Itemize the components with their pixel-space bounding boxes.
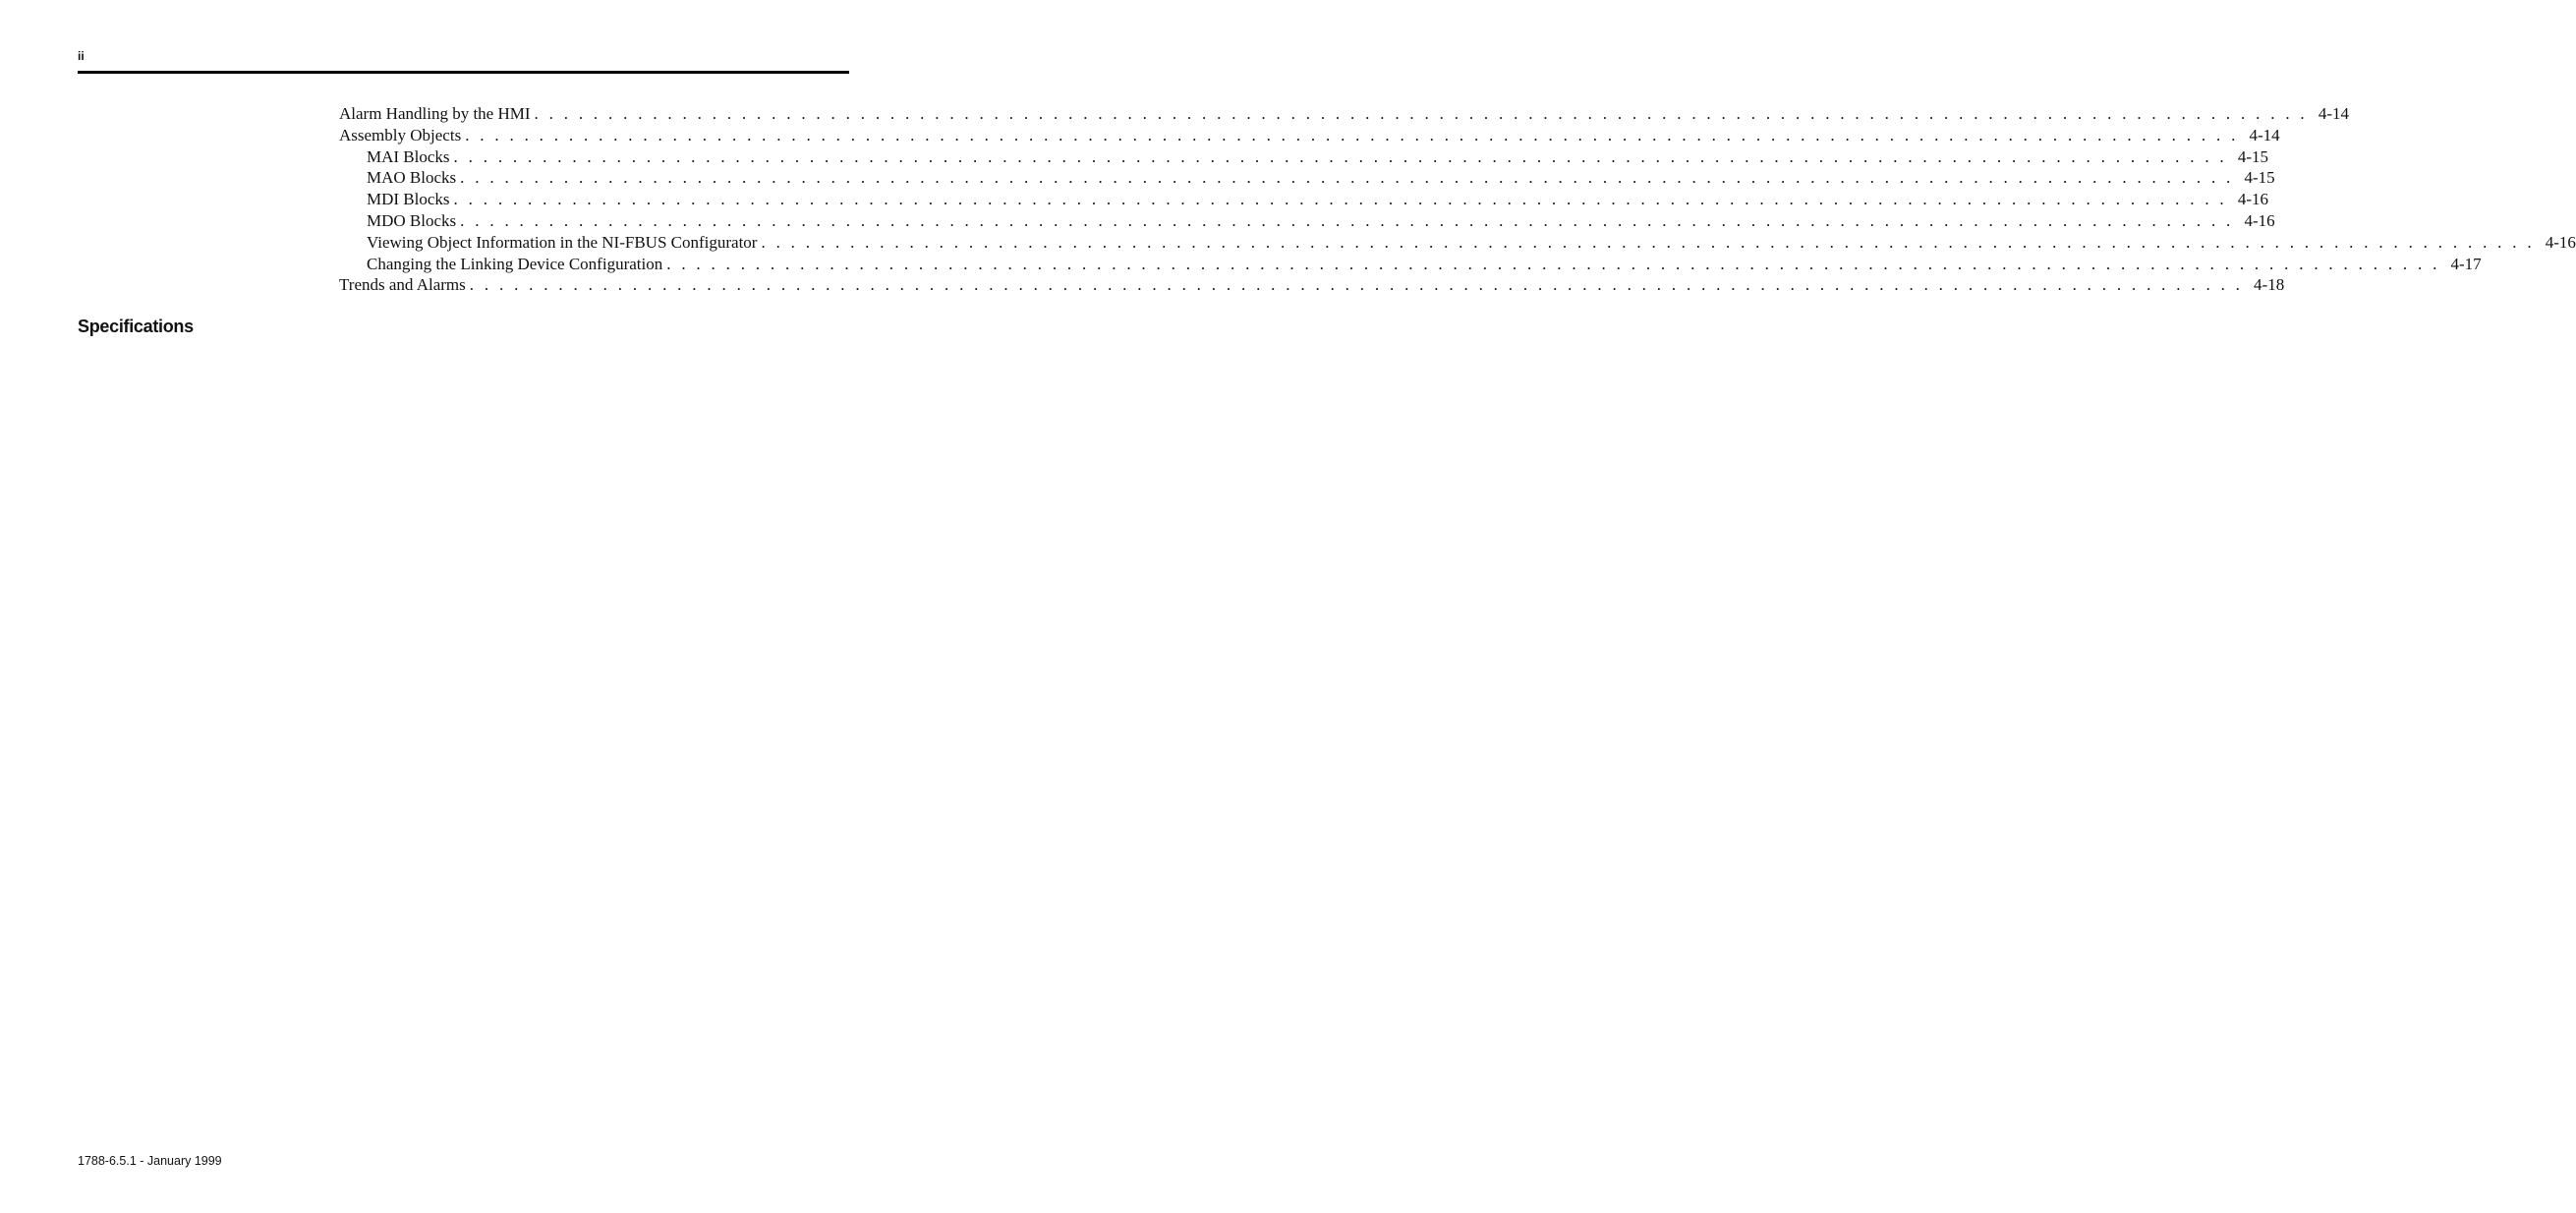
toc-dot-leader: . . . . . . . . . . . . . . . . . . . . . . . . . . . . . . . . . . . . . . . . . . . . . . . . . . . . . . . . . . . . . . . . . . . . . . . . . . . . . . . . . . . . . . . . . . . . . . . . . . . . . . . . . . . . . . . . . . . . . . . . (460, 168, 2234, 188)
toc-entry-page: 4-17 (2450, 254, 2482, 273)
header-rule (78, 71, 849, 74)
toc-entry[interactable] (339, 189, 2268, 210)
toc-entry[interactable] (339, 125, 2280, 146)
toc-entry-page: 4-15 (2244, 168, 2275, 188)
toc-dot-leader: . . . . . . . . . . . . . . . . . . . . . . . . . . . . . . . . . . . . . . . . . . . . . . . . . . . . . . . . . . . . . . . . . . . . . . . . . . . . . . . . . . . . . . . . . . . . . . . . . . . . . . . . . . . . . . . . . . . . . . . . (465, 125, 2239, 144)
toc-entry-title: Trends and Alarms (339, 274, 470, 296)
toc-entry-page: 4-16 (2244, 210, 2275, 230)
toc-entry-page: 4-14 (2249, 125, 2280, 144)
toc-entry-page: 4-16 (2237, 190, 2268, 209)
footer-publication: 1788-6.5.1 - January 1999 (78, 1154, 222, 1168)
toc-entry-page: 4-18 (2254, 275, 2285, 295)
section-heading: Specifications (78, 317, 194, 336)
toc-entry-page: 4-15 (2237, 146, 2268, 166)
toc-entry-title: Changing the Linking Device Configuration (367, 254, 666, 275)
toc-entry[interactable] (339, 167, 2275, 189)
toc-entry-title: MDO Blocks (367, 210, 460, 232)
toc-entry[interactable] (339, 210, 2275, 232)
toc-entry[interactable] (339, 274, 2285, 296)
toc-entry[interactable] (339, 232, 2576, 254)
toc-dot-leader: . . . . . . . . . . . . . . . . . . . . . . . . . . . . . . . . . . . . . . . . . . . . . . . . . . . . . . . . . . . . . . . . . . . . . . . . . . . . . . . . . . . . . . . . . . . . . . . . . . . . . . . . . . . . . . . . . . . . . . . . (761, 232, 2535, 252)
toc-dot-leader: . . . . . . . . . . . . . . . . . . . . . . . . . . . . . . . . . . . . . . . . . . . . . . . . . . . . . . . . . . . . . . . . . . . . . . . . . . . . . . . . . . . . . . . . . . . . . . . . . . . . . . . . . . . . . . . . . . . . . . . . (666, 254, 2440, 273)
toc-entry-title: Viewing Object Information in the NI-FBUS Configurator (367, 232, 761, 254)
toc-dot-leader: . . . . . . . . . . . . . . . . . . . . . . . . . . . . . . . . . . . . . . . . . . . . . . . . . . . . . . . . . . . . . . . . . . . . . . . . . . . . . . . . . . . . . . . . . . . . . . . . . . . . . . . . . . . . . . . . . . . . . . . . (453, 190, 2227, 209)
toc-dot-leader: . . . . . . . . . . . . . . . . . . . . . . . . . . . . . . . . . . . . . . . . . . . . . . . . . . . . . . . . . . . . . . . . . . . . . . . . . . . . . . . . . . . . . . . . . . . . . . . . . . . . . . . . . . . . . . . . . . . . . . . . (453, 146, 2227, 166)
toc-entry[interactable] (339, 103, 2349, 125)
table-of-contents (339, 103, 2576, 296)
toc-entry-title: MAI Blocks (367, 146, 454, 168)
page-number: ii (78, 49, 85, 63)
toc-entry-page: 4-16 (2545, 232, 2576, 252)
toc-entry-page: 4-14 (2318, 104, 2349, 123)
toc-entry-title: MAO Blocks (367, 167, 460, 189)
toc-entry[interactable] (339, 254, 2482, 275)
toc-entry-title: Alarm Handling by the HMI (339, 103, 535, 125)
toc-entry-title: Assembly Objects (339, 125, 465, 146)
toc-entry-title: MDI Blocks (367, 189, 454, 210)
toc-dot-leader: . . . . . . . . . . . . . . . . . . . . . . . . . . . . . . . . . . . . . . . . . . . . . . . . . . . . . . . . . . . . . . . . . . . . . . . . . . . . . . . . . . . . . . . . . . . . . . . . . . . . . . . . . . . . . . . . . . . . . . . . (469, 275, 2244, 295)
toc-dot-leader: . . . . . . . . . . . . . . . . . . . . . . . . . . . . . . . . . . . . . . . . . . . . . . . . . . . . . . . . . . . . . . . . . . . . . . . . . . . . . . . . . . . . . . . . . . . . . . . . . . . . . . . . . . . . . . . . . . . . . . . . (534, 104, 2308, 123)
toc-dot-leader: . . . . . . . . . . . . . . . . . . . . . . . . . . . . . . . . . . . . . . . . . . . . . . . . . . . . . . . . . . . . . . . . . . . . . . . . . . . . . . . . . . . . . . . . . . . . . . . . . . . . . . . . . . . . . . . . . . . . . . . . (460, 210, 2234, 230)
toc-entry[interactable] (339, 146, 2268, 168)
